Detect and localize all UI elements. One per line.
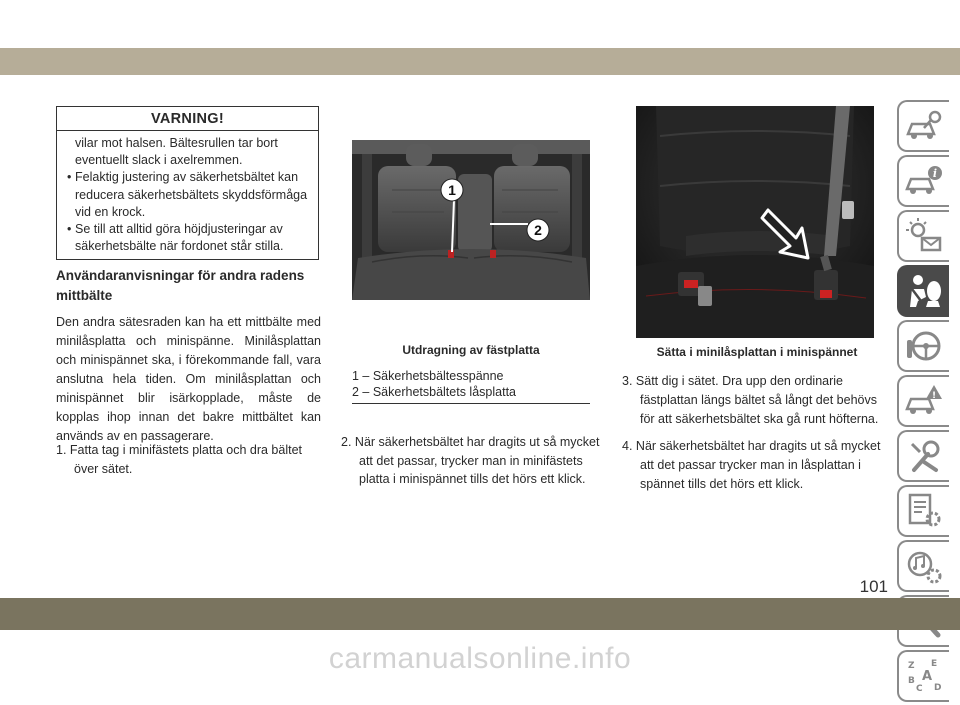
svg-text:A: A	[922, 669, 933, 684]
step-text: När säkerhetsbältet har dragits ut så mycket att det passar, trycker man in minifästets platta i minispännet tills det hörs ett klick.	[354, 435, 600, 486]
media-gear-icon	[904, 546, 944, 586]
section-heading: Användaranvisningar för andra radens mittbälte	[56, 268, 305, 303]
car-info-icon	[904, 161, 944, 201]
warning-body	[57, 131, 318, 255]
tab-service[interactable]	[897, 430, 949, 482]
document-gear-icon	[904, 491, 944, 531]
tab-car-info[interactable]	[897, 155, 949, 207]
svg-text:E: E	[931, 659, 938, 669]
svg-text:!: !	[931, 391, 937, 401]
svg-text:i: i	[932, 167, 938, 180]
step-list-3	[622, 372, 886, 494]
step-item	[56, 441, 321, 479]
step-list-1	[56, 441, 321, 479]
car-key-icon	[904, 106, 944, 146]
figure-legend	[352, 368, 590, 400]
figure-caption: Sätta i minilåsplattan i minispännet	[656, 345, 858, 359]
svg-text:Z: Z	[908, 661, 915, 671]
step-text: Sätt dig i sätet. Dra upp den ordinarie fästplattan längs bältet så långt det behövs för att säkerhetsbältet ska gå runt höfterna.	[635, 374, 879, 426]
seatbelt-airbag-icon	[904, 271, 944, 311]
body-paragraph: Den andra sätesraden kan ha ett mittbälte med minilåsplatta och minispänne. Minilåsplattan och minispännet ska, i förekommande fall, vara anslutna hela tiden. Om minilåsplattan och minispännet blir isärkopplade, måste de kopplas ihop innan det bakre mittbältet kan används av en passagerare.	[56, 315, 321, 443]
page-number: 101	[859, 577, 888, 596]
car-warning-icon	[904, 381, 944, 421]
legend-item: 1 – Säkerhetsbältesspänne	[352, 369, 504, 383]
step-text: Fatta tag i minifästets platta och dra bältet över sätet.	[69, 443, 302, 476]
top-color-band	[0, 48, 960, 75]
watermark: carmanualsonline.info	[328, 642, 632, 675]
tab-specifications[interactable]	[897, 485, 949, 537]
rear-seat-photo	[352, 140, 590, 300]
warning-continued-text: vilar mot halsen. Bältesrullen tar bort eventuellt slack i axelremmen.	[75, 136, 278, 168]
svg-text:D: D	[934, 683, 942, 693]
tab-emergency[interactable]	[897, 375, 949, 427]
step-list-2	[341, 433, 603, 489]
svg-text:B: B	[908, 676, 915, 686]
svg-text:C: C	[916, 684, 923, 694]
step-item	[341, 433, 603, 489]
legend-item: 2 – Säkerhetsbältets låsplatta	[352, 385, 516, 399]
step-number: 3.	[622, 374, 633, 388]
tab-warning-lights[interactable]	[897, 210, 949, 262]
step-number: 4.	[622, 439, 633, 453]
wrench-icon	[904, 436, 944, 476]
tab-safety[interactable]	[897, 265, 949, 317]
callout-1: 1	[448, 182, 456, 198]
step-number: 2.	[341, 435, 352, 449]
buckle-photo	[636, 106, 874, 338]
step-item	[622, 372, 886, 429]
warning-box	[56, 106, 319, 260]
warning-light-mail-icon	[904, 216, 944, 256]
bottom-color-band	[0, 598, 960, 630]
warning-bullet: • Felaktig justering av säkerhetsbältet kan reducera säkerhetsbältets skyddsförmåga vid en krock.	[67, 169, 310, 221]
warning-title: VARNING!	[57, 107, 318, 131]
warning-bullet: • Se till att alltid göra höjdjusteringar av säkerhetsbälte när fordonet står stilla.	[67, 221, 310, 255]
tab-driving[interactable]	[897, 320, 949, 372]
step-text: När säkerhetsbältet har dragits ut så mycket att det passar trycker man in låsplattan i spännet tills det hörs ett klick.	[635, 439, 881, 491]
step-number: 1.	[56, 443, 67, 457]
tab-multimedia[interactable]	[897, 540, 949, 592]
legend-divider	[352, 403, 590, 404]
figure-caption: Utdragning av fästplatta	[402, 343, 540, 357]
tab-car-key[interactable]	[897, 100, 949, 152]
step-item	[622, 437, 886, 494]
steering-wheel-icon	[904, 326, 944, 366]
callout-2: 2	[534, 222, 542, 238]
